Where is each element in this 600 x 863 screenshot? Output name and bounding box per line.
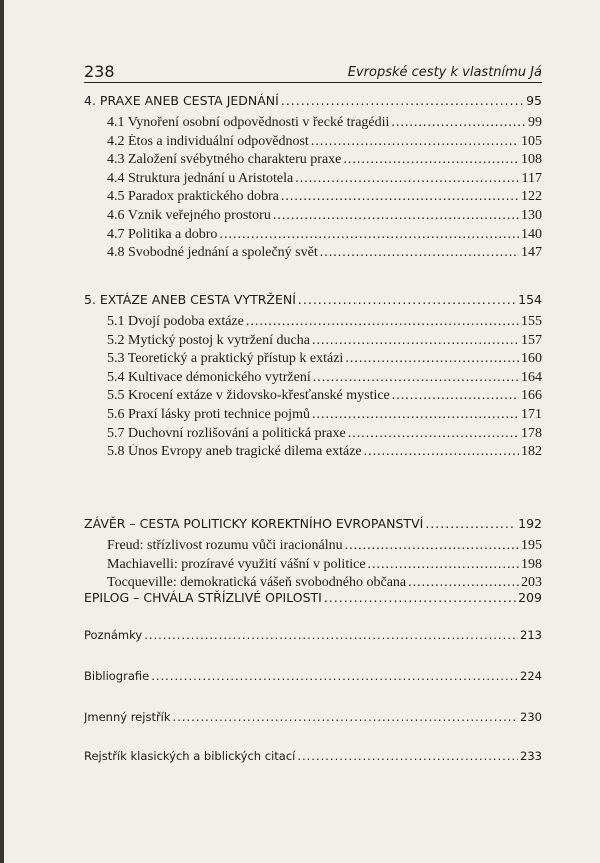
dot-leader (348, 426, 519, 442)
toc-subsection[interactable] (107, 407, 542, 423)
entry-title: 4.4 Struktura jednání u Aristotela (107, 170, 294, 186)
toc-chapter[interactable] (84, 516, 542, 531)
entry-title: 4.3 Založení svébytného charakteru praxe (107, 152, 342, 168)
toc-back-matter[interactable] (84, 628, 542, 642)
dot-leader (392, 388, 519, 404)
entry-page: 164 (521, 369, 542, 385)
toc-chapter[interactable] (84, 292, 542, 307)
toc-subsection[interactable] (107, 227, 542, 243)
entry-title: 4.1 Vynoření osobní odpovědnosti v řecké tragédii (107, 115, 390, 130)
entry-title: Jmenný rejstřík (84, 710, 171, 724)
entry-page: 182 (521, 444, 542, 460)
dot-leader (313, 370, 519, 386)
dot-leader (281, 93, 524, 108)
entry-title: ZÁVĚR – CESTA POLITICKY KOREKTNÍHO EVROPANSTVÍ (84, 516, 424, 531)
dot-leader (246, 314, 519, 330)
entry-title: 5.6 Praxí lásky proti technice pojmů (107, 407, 310, 422)
entry-title: 5.8 Únos Evropy aneb tragické dilema extáze (107, 444, 362, 460)
dot-leader (408, 575, 519, 591)
entry-page: 230 (520, 710, 542, 724)
entry-page: 117 (521, 170, 542, 186)
entry-page: 157 (521, 332, 542, 348)
toc-back-matter[interactable] (84, 710, 542, 724)
entry-page: 122 (521, 189, 542, 205)
toc-subsection[interactable] (107, 189, 542, 205)
entry-page: 105 (521, 133, 542, 149)
dot-leader (173, 710, 519, 724)
toc-subsection[interactable] (107, 388, 542, 404)
dot-leader (364, 444, 519, 460)
dot-leader (298, 292, 516, 307)
toc-chapter[interactable] (84, 590, 542, 605)
dot-leader (273, 208, 519, 224)
entry-title: Freud: střízlivost rozumu vůči iracionálnu (107, 538, 343, 553)
entry-page: 233 (520, 749, 542, 763)
entry-page: 155 (521, 314, 542, 329)
entry-page: 209 (518, 590, 542, 605)
toc-subsection[interactable] (107, 444, 542, 460)
dot-leader (425, 516, 516, 531)
entry-page: 147 (521, 245, 542, 261)
entry-title: 5.5 Krocení extáze v židovsko-křesťanské mystice (107, 388, 390, 404)
toc-subsection[interactable] (107, 152, 542, 168)
entry-title: 5.1 Dvojí podoba extáze (107, 314, 244, 329)
entry-page: 224 (520, 669, 542, 683)
entry-page: 160 (521, 351, 542, 367)
entry-title: 5.4 Kultivace démonického vytržení (107, 369, 311, 385)
toc-subsection[interactable] (107, 171, 542, 187)
dot-leader (297, 749, 518, 763)
entry-title: 4.7 Politika a dobro (107, 226, 218, 242)
entry-title: 5. EXTÁZE ANEB CESTA VYTRŽENÍ (84, 292, 296, 307)
toc-back-matter[interactable] (84, 749, 542, 763)
entry-title: Rejstřík klasických a biblických citací (84, 749, 296, 763)
toc-subsection[interactable] (107, 115, 542, 131)
dot-leader (391, 115, 526, 131)
entry-page: 154 (518, 292, 542, 307)
dot-leader (368, 557, 519, 573)
toc-subsection[interactable] (107, 245, 542, 261)
entry-page: 108 (521, 152, 542, 168)
toc-back-matter[interactable] (84, 669, 542, 683)
toc-chapter[interactable] (84, 93, 542, 108)
entry-title: 4.8 Svobodné jednání a společný svět (107, 245, 318, 261)
dot-leader (281, 189, 519, 205)
entry-title: Tocqueville: demokratická vášeň svobodného občana (107, 575, 407, 591)
entry-page: 178 (521, 425, 542, 441)
entry-title: 4.2 Étos a individuální odpovědnost (107, 133, 309, 149)
page-header (84, 60, 542, 83)
toc-subsection[interactable] (107, 351, 542, 367)
dot-leader (311, 134, 519, 150)
entry-page: 213 (520, 628, 542, 642)
toc-subsection[interactable] (107, 575, 542, 591)
toc-subsection[interactable] (107, 208, 542, 224)
entry-page: 140 (521, 226, 542, 242)
toc-subsection[interactable] (107, 314, 542, 330)
page-number: 238 (84, 62, 115, 81)
dot-leader (343, 152, 519, 168)
entry-page: 192 (518, 516, 542, 531)
dot-leader (345, 538, 519, 554)
toc-subsection[interactable] (107, 426, 542, 442)
dot-leader (345, 351, 519, 367)
toc-subsection[interactable] (107, 557, 542, 573)
scan-edge (0, 0, 4, 863)
entry-title: 5.2 Mytický postoj k vytržení ducha (107, 332, 310, 348)
entry-title: 4.6 Vznik veřejného prostoru (107, 208, 271, 223)
entry-title: EPILOG – CHVÁLA STŘÍZLIVÉ OPILOSTI (84, 590, 322, 605)
entry-page: 195 (521, 538, 542, 553)
toc-subsection[interactable] (107, 370, 542, 386)
dot-leader (312, 407, 519, 423)
entry-title: 4. PRAXE ANEB CESTA JEDNÁNÍ (84, 93, 279, 108)
toc-subsection[interactable] (107, 134, 542, 150)
dot-leader (295, 171, 519, 187)
running-title: Evropské cesty k vlastnímu Já (347, 65, 542, 80)
entry-page: 171 (521, 407, 542, 422)
entry-title: 5.3 Teoretický a praktický přístup k extázi (107, 351, 344, 367)
entry-page: 130 (521, 208, 542, 223)
entry-page: 203 (521, 575, 542, 591)
entry-title: 4.5 Paradox praktického dobra (107, 189, 279, 205)
entry-page: 198 (521, 556, 542, 572)
dot-leader (324, 590, 516, 605)
entry-title: Poznámky (84, 628, 143, 642)
toc-subsection[interactable] (107, 538, 542, 554)
entry-page: 99 (528, 115, 542, 130)
entry-title: 5.7 Duchovní rozlišování a politická praxe (107, 425, 346, 441)
dot-leader (320, 245, 519, 261)
entry-page: 166 (521, 388, 542, 404)
entry-title: Machiavelli: prozíravé využití vášní v politice (107, 556, 366, 572)
dot-leader (144, 628, 518, 642)
toc-subsection[interactable] (107, 333, 542, 349)
dot-leader (312, 333, 519, 349)
entry-page: 95 (526, 93, 542, 108)
dot-leader (151, 669, 518, 683)
entry-title: Bibliografie (84, 669, 150, 683)
dot-leader (219, 227, 519, 243)
